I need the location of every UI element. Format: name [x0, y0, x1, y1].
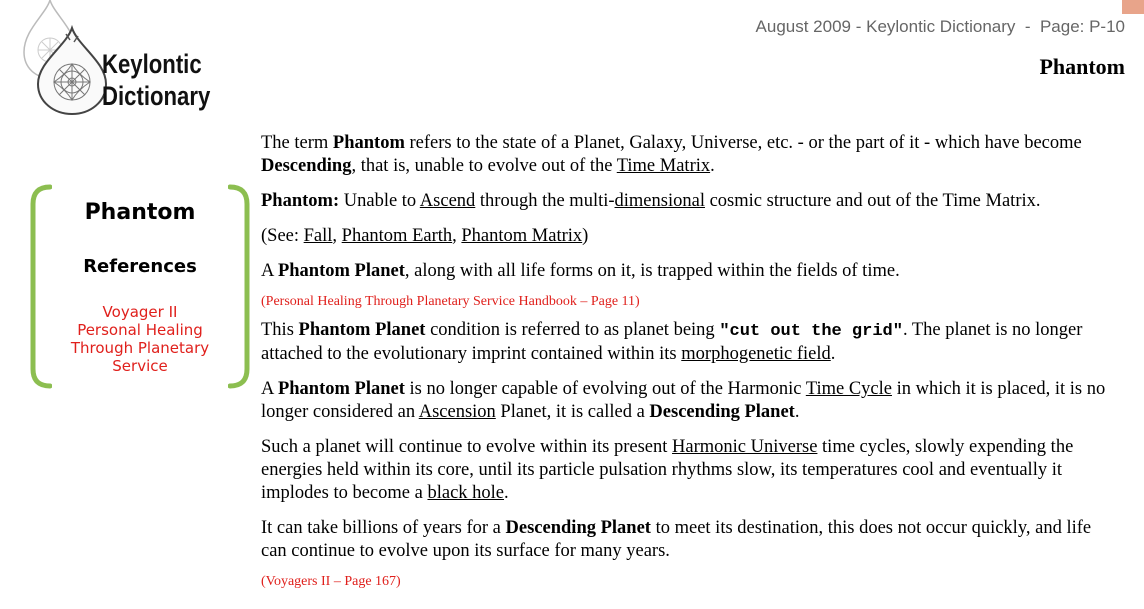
text: cosmic structure and out of the Time Matrix. [704, 191, 1041, 211]
term-bold: Phantom Planet [277, 379, 405, 399]
logo-wordmark [102, 48, 210, 112]
references-heading: References [83, 256, 197, 277]
header-meta: August 2009 - Keylontic Dictionary - Page: P-10 [755, 17, 1125, 36]
term-bold: Phantom [332, 133, 405, 153]
text: in which it is placed, it is no longer considered an [261, 379, 1106, 422]
logo-line-1: Keylontic [102, 49, 202, 79]
term-bold: Phantom: [261, 191, 340, 211]
text: It can take billions of years for a [261, 518, 506, 538]
page-title: Phantom [1039, 54, 1125, 79]
text: is no longer capable of evolving out of the Harmonic [404, 379, 806, 399]
paragraph-see-also [261, 225, 1121, 248]
text: This [261, 320, 299, 340]
text: , [332, 226, 342, 246]
references-list [60, 303, 220, 375]
logo-line-2: Dictionary [102, 81, 211, 111]
text: (See: [261, 226, 304, 246]
source-citation: (Personal Healing Through Planetary Service Handbook – Page 11) [261, 294, 640, 309]
term-bold: Descending Planet [649, 402, 795, 422]
source-citation: (Voyagers II – Page 167) [261, 574, 401, 589]
text: , that is, unable to evolve out of the [351, 156, 617, 176]
references-panel [30, 184, 250, 389]
sidebar-title: Phantom [84, 200, 196, 225]
link-morphogenetic-field[interactable]: morphogenetic field [681, 344, 831, 364]
text: . [710, 156, 715, 176]
link-phantom-earth[interactable]: Phantom Earth [341, 226, 453, 246]
paragraph-phantom-planet [261, 260, 1121, 283]
text: Unable to [339, 191, 420, 211]
link-phantom-matrix[interactable]: Phantom Matrix [461, 226, 583, 246]
text: refers to the state of a Planet, Galaxy, Universe, etc. - or the part of it - which have become [404, 133, 1082, 153]
text: Planet, it is called a [495, 402, 650, 422]
text: . [794, 402, 800, 422]
paragraph-billions-years [261, 517, 1121, 563]
text: ) [582, 226, 589, 246]
text: time cycles, slowly expending the energies held within its core, until its particle pulsation rhythms slow, its temperatures cool and eventually it implodes to become a [261, 437, 1074, 503]
reference-item[interactable]: Through Planetary [70, 339, 210, 357]
text: A [261, 379, 278, 399]
term-bold: Descending Planet [505, 518, 651, 538]
logo [16, 0, 226, 118]
text: condition is referred to as planet being [425, 320, 720, 340]
link-black-hole[interactable]: black hole [427, 483, 505, 503]
text: , [452, 226, 462, 246]
link-harmonic-universe[interactable]: Harmonic Universe [672, 437, 818, 457]
text: through the multi- [475, 191, 615, 211]
corner-tab [1122, 0, 1144, 14]
text: , along with all life forms on it, is trapped within the fields of time. [404, 261, 900, 281]
term-bold: Descending [261, 156, 352, 176]
term-bold: Phantom Planet [298, 320, 426, 340]
text: Such a planet will continue to evolve within its present [261, 437, 673, 457]
paragraph-definition [261, 132, 1121, 178]
drop-logo-icon [16, 0, 116, 118]
article-body [261, 132, 1121, 599]
reference-item[interactable]: Personal Healing [77, 321, 203, 339]
term-bold: Phantom Planet [277, 261, 405, 281]
paragraph-black-hole [261, 436, 1121, 505]
reference-item[interactable]: Service [112, 357, 168, 375]
link-time-matrix[interactable]: Time Matrix [616, 156, 711, 176]
text: A [261, 261, 278, 281]
paragraph-descending [261, 378, 1121, 424]
link-fall[interactable]: Fall [303, 226, 333, 246]
reference-item[interactable]: Voyager II [102, 303, 178, 321]
text: . The planet is no longer attached to the evolutionary imprint contained within its [261, 320, 1083, 364]
text: . [830, 344, 836, 364]
text: to meet its destination, this does not occur quickly, and life can continue to evolve upon its surface for many years. [261, 518, 1092, 561]
text: . [504, 483, 509, 503]
link-time-cycle[interactable]: Time Cycle [805, 379, 892, 399]
paragraph-phantom [261, 190, 1121, 213]
paragraph-cut-out-grid [261, 319, 1121, 366]
text: The term [261, 133, 333, 153]
term-bold: "cut out the grid" [719, 322, 903, 341]
link-dimensional[interactable]: dimensional [614, 191, 705, 211]
link-ascend[interactable]: Ascend [419, 191, 476, 211]
link-ascension[interactable]: Ascension [418, 402, 496, 422]
